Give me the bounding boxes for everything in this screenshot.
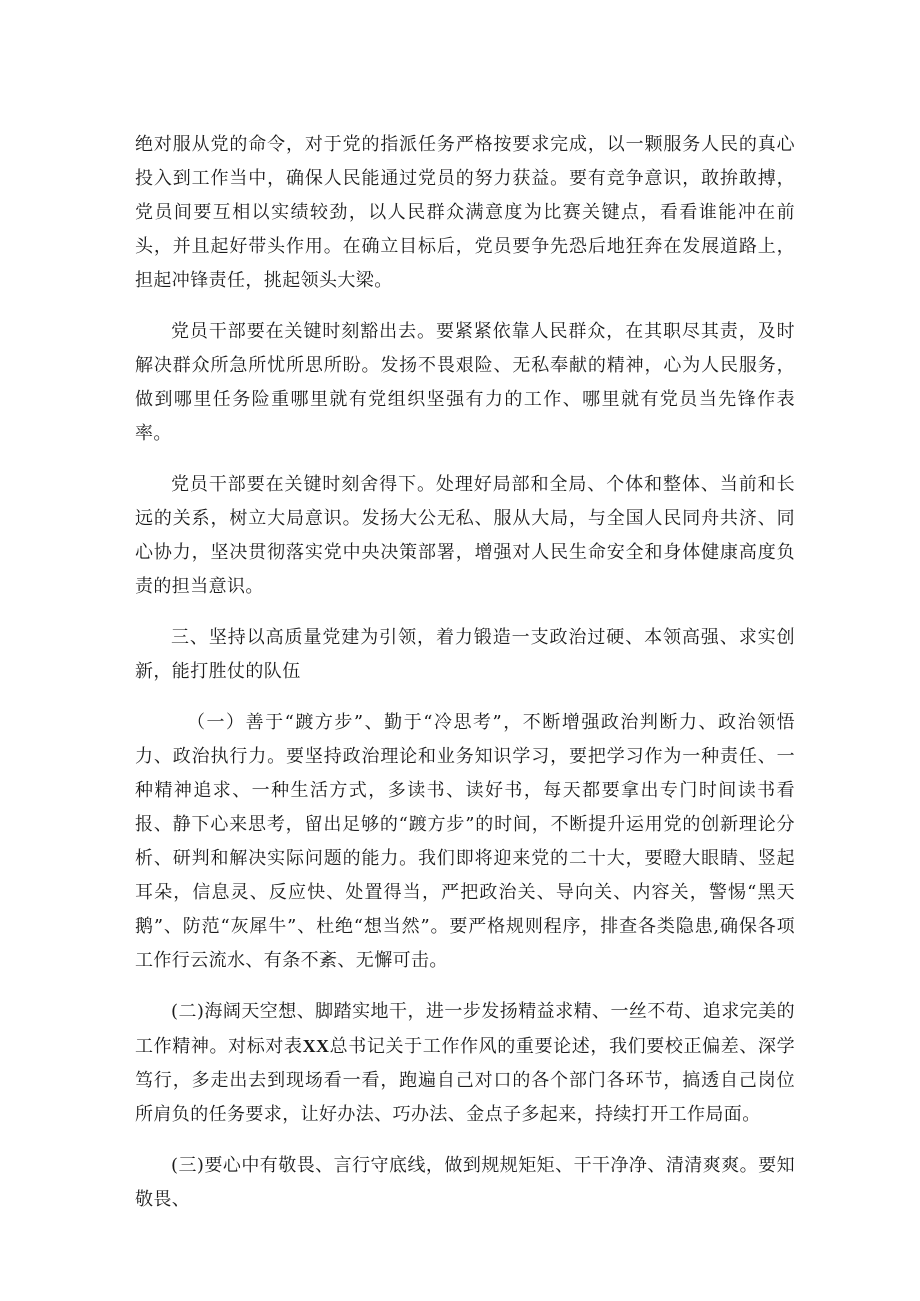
subsection-2-text-a: (二)海阔天空想、脚踏实地干，进一步发扬精益求精、一丝不苟、追求完美的工作精神。对标对表 [135, 1001, 795, 1057]
subsection-2-text-b: 总书记关于工作作风的重要论述，我们要校正偏差、深学笃行，多走出去到现场看一看，跑遍自己对口的各个部门各环节，搞透自己岗位所肩负的任务要求，让好办法、巧办法、金点子多起来，持续打开工作局面。 [135, 1036, 795, 1125]
paragraph-2: 党员干部要在关键时刻豁出去。要紧紧依靠人民群众，在其职尽其责，及时解决群众所急所忧所思所盼。发扬不畏艰险、无私奉献的精神，心为人民服务，做到哪里任务险重哪里就有党组织坚强有力的工作、哪里就有党员当先锋作表率。 [135, 321, 795, 444]
document-body [135, 128, 795, 1234]
subsection-2-placeholder-name: XX [302, 1036, 330, 1056]
paragraph-subsection-3: (三)要心中有敬畏、言行守底线，做到规规矩矩、干干净净、清清爽爽。要知敬畏、 [135, 1155, 795, 1210]
paragraph-3: 党员干部要在关键时刻舍得下。处理好局部和全局、个体和整体、当前和长远的关系，树立大局意识。发扬大公无私、服从大局，与全国人民同舟共济、同心协力，坚决贯彻落实党中央决策部署，增强对人民生命安全和身体健康高度负责的担当意识。 [135, 474, 795, 597]
paragraph-1: 绝对服从党的命令，对于党的指派任务严格按要求完成，以一颗服务人民的真心投入到工作当中，确保人民能通过党员的努力获益。要有竞争意识，敢拚敢搏，党员间要互相以实绩较劲，以人民群众满意度为比赛关键点，看看谁能冲在前头，并且起好带头作用。在确立目标后，党员要争先恐后地狂奔在发展道路上，担起冲锋责任，挑起领头大梁。 [135, 134, 795, 291]
paragraph-subsection-2 [135, 995, 795, 1132]
paragraph-subsection-1: （一）善于“踱方步”、勤于“冷思考”，不断增强政治判断力、政治领悟力、政治执行力。要坚持政治理论和业务知识学习，要把学习作为一种责任、一种精神追求、一种生活方式，多读书、读好书，每天都要拿出专门时间读书看报、静下心来思考，留出足够的“踱方步”的时间，不断提升运用党的创新理论分析、研判和解决实际问题的能力。我们即将迎来党的二十大，要瞪大眼睛、竖起耳朵，信息灵、反应快、处置得当，严把政治关、导向关、内容关，警惕“黑天鹅”、防范“灰犀牛”、杜绝“想当然”。要严格规则程序，排查各类隐患,确保各项工作行云流水、有条不紊、无懈可击。 [135, 712, 795, 971]
section-heading-3: 三、坚持以高质量党建为引领，着力锻造一支政治过硬、本领高强、求实创新，能打胜仗的队伍 [135, 627, 795, 682]
